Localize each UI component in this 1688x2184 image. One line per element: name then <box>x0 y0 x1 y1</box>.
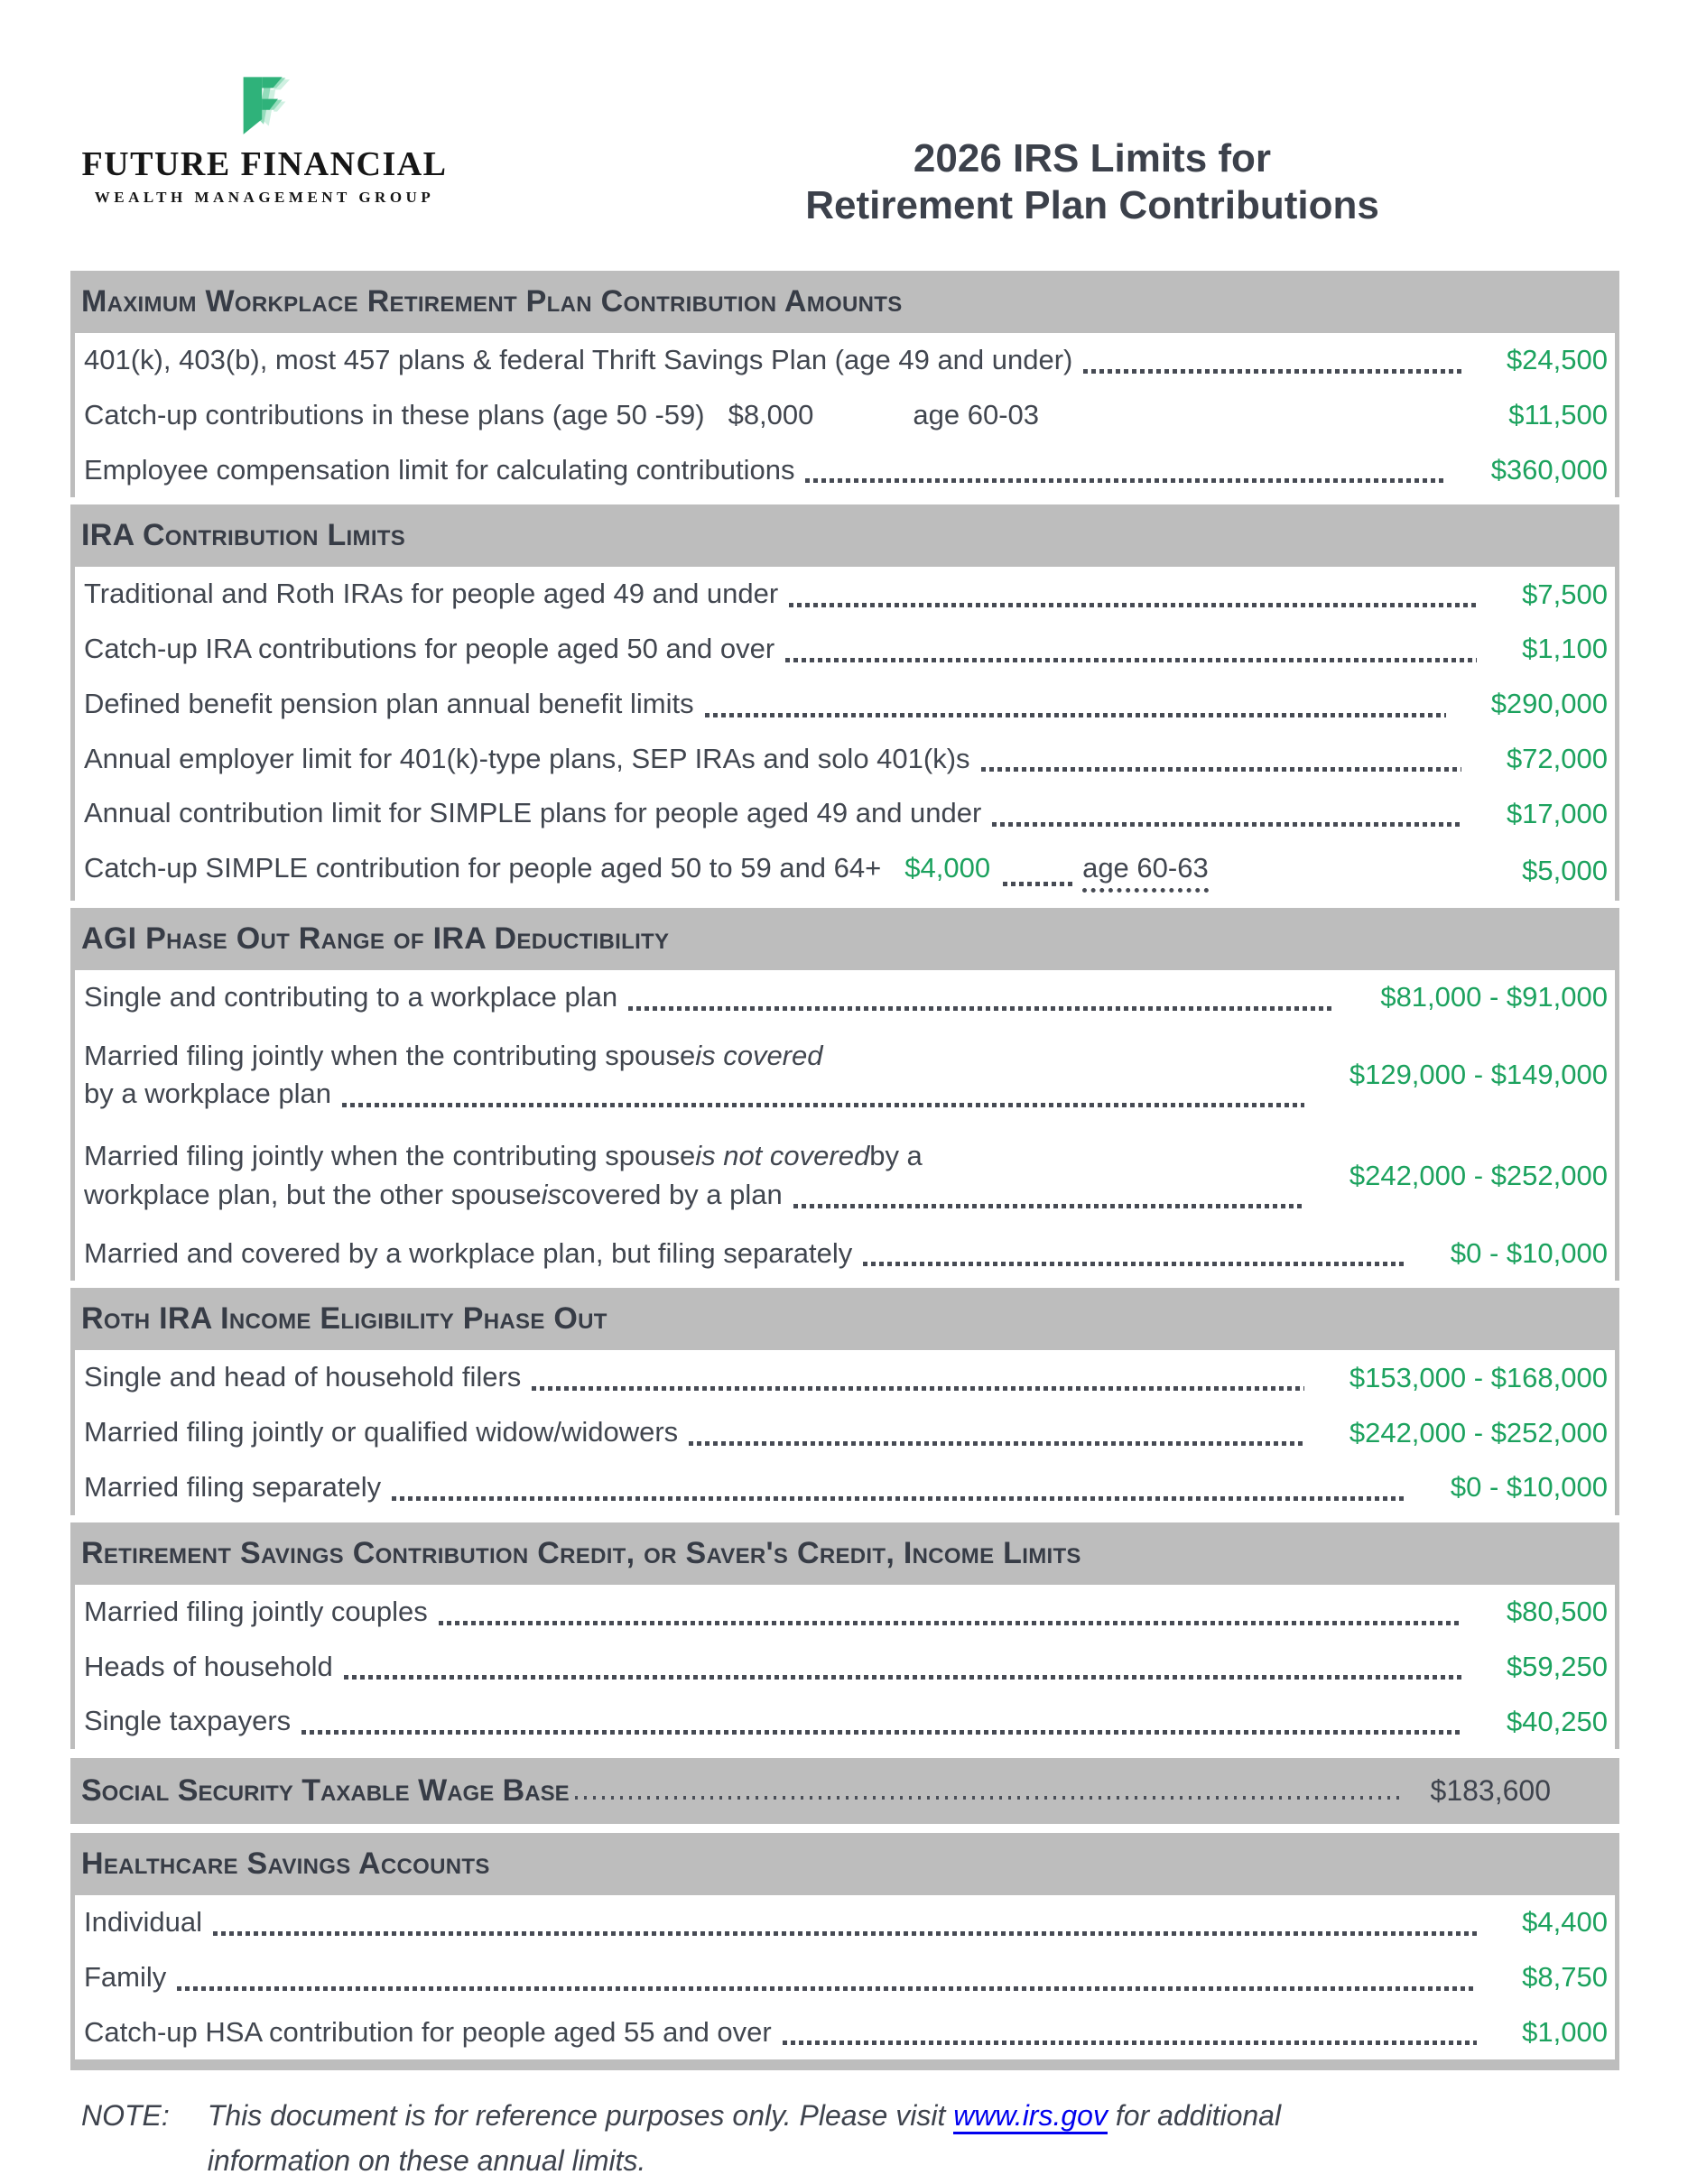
row-label <box>84 451 1480 490</box>
label-text: covered by a plan <box>561 1178 783 1210</box>
leader-dots <box>793 1204 1304 1208</box>
row-label <box>84 1958 1511 1997</box>
row-label <box>84 740 1496 779</box>
leader-dots <box>532 1386 1304 1391</box>
table-row <box>75 2005 1615 2060</box>
row-label <box>84 1593 1496 1632</box>
row-value: $360,000 <box>1490 453 1608 486</box>
leader-dots <box>1003 882 1075 886</box>
company-subtitle: WEALTH MANAGEMENT GROUP <box>94 189 435 206</box>
row-value: $290,000 <box>1490 688 1608 720</box>
label-text: Married filing separately <box>84 1471 382 1504</box>
leader-dots <box>992 822 1461 827</box>
table-row <box>75 1640 1615 1695</box>
label-text: Heads of household <box>84 1650 333 1682</box>
table-row <box>75 1226 1615 1282</box>
row-value: $7,500 <box>1522 578 1608 610</box>
leader-dots <box>213 1931 1477 1936</box>
table-row <box>75 567 1615 622</box>
limits-table <box>70 271 1619 2070</box>
table-row <box>75 388 1615 443</box>
label-line <box>84 1648 1496 1687</box>
row-label <box>84 978 1369 1017</box>
row-value: $72,000 <box>1506 742 1608 774</box>
table-bottom-border <box>70 2059 1619 2070</box>
row-label <box>84 1037 1339 1115</box>
section-rows <box>70 1585 1619 1749</box>
row-label <box>84 849 1511 893</box>
label-text: Family <box>84 1960 167 1993</box>
leader-dots <box>789 603 1477 607</box>
label-line <box>84 396 1498 435</box>
section-rows <box>70 333 1619 497</box>
label-line <box>84 2013 1511 2052</box>
footer-note <box>81 2094 1489 2183</box>
leader-dots <box>342 1103 1304 1107</box>
label-line <box>84 575 1511 614</box>
row-label <box>84 575 1511 614</box>
label-text: age 60-63 <box>1082 849 1209 893</box>
section-rows <box>70 567 1619 901</box>
row-label <box>84 2013 1511 2052</box>
row-label <box>84 1903 1511 1942</box>
label-line <box>84 1903 1511 1942</box>
label-text: Catch-up HSA contribution for people aged 55 and over <box>84 2015 772 2048</box>
label-line <box>84 794 1496 833</box>
section-header: Retirement Savings Contribution Credit, or Saver's Credit, Income Limits <box>70 1522 1619 1585</box>
label-text: Catch-up IRA contributions for people aged 50 and over <box>84 633 775 665</box>
document-title-line1: 2026 IRS Limits for <box>913 136 1272 180</box>
note-text <box>208 2094 1281 2183</box>
company-name: FUTURE FINANCIAL <box>81 145 448 183</box>
label-text: Traditional and Roth IRAs for people aged 49 and under <box>84 578 779 610</box>
label-text: Defined benefit pension plan annual benefit limits <box>84 687 694 719</box>
label-line <box>84 1702 1496 1741</box>
row-label <box>84 341 1496 380</box>
leader-dots <box>981 767 1461 772</box>
social-security-band <box>70 1758 1619 1824</box>
label-text: Single taxpayers <box>84 1705 292 1737</box>
table-row <box>75 1025 1615 1126</box>
label-text: Married filing jointly when the contributing spouse <box>84 1140 696 1172</box>
table-row <box>75 333 1615 388</box>
row-value: $242,000 - $252,000 <box>1349 1416 1608 1448</box>
label-text: Married filing jointly or qualified widow/widowers <box>84 1416 679 1448</box>
table-row <box>75 1950 1615 2005</box>
row-label <box>84 1648 1496 1687</box>
leader-dots <box>785 658 1477 662</box>
section-header: IRA Contribution Limits <box>70 504 1619 567</box>
row-value: $4,400 <box>1522 1906 1608 1939</box>
row-value: $1,000 <box>1522 2015 1608 2048</box>
leader-dots <box>628 1006 1335 1011</box>
label-line <box>84 1593 1496 1632</box>
label-line <box>84 685 1480 724</box>
label-line <box>84 978 1369 1017</box>
row-value: $0 - $10,000 <box>1450 1237 1608 1270</box>
section-header: Healthcare Savings Accounts <box>70 1833 1619 1895</box>
label-text: age 60-03 <box>913 398 1040 430</box>
row-value: $5,000 <box>1522 855 1608 886</box>
row-value: $59,250 <box>1506 1650 1608 1682</box>
row-value: $129,000 - $149,000 <box>1349 1059 1608 1091</box>
leader-dots <box>805 478 1445 483</box>
row-label <box>84 630 1511 669</box>
row-value: $40,250 <box>1506 1705 1608 1737</box>
label-text: is <box>541 1178 562 1210</box>
section-header: Maximum Workplace Retirement Plan Contribution Amounts <box>70 271 1619 333</box>
company-logo <box>70 76 459 207</box>
label-text: Single and contributing to a workplace plan <box>84 980 618 1013</box>
table-row <box>75 443 1615 498</box>
row-value: $8,750 <box>1522 1961 1608 1994</box>
future-financial-f-logo-icon <box>238 76 291 139</box>
section-header: AGI Phase Out Range of IRA Deductibility <box>70 908 1619 970</box>
leader-dots <box>863 1262 1405 1266</box>
row-label <box>84 1468 1440 1507</box>
table-row <box>75 1895 1615 1950</box>
label-text: $4,000 <box>904 852 991 884</box>
table-row <box>75 1694 1615 1749</box>
label-text: Annual contribution limit for SIMPLE plans for people aged 49 and under <box>84 797 982 829</box>
label-text: Catch-up contributions in these plans (age 50 -59) <box>84 398 705 430</box>
table-row <box>75 732 1615 787</box>
label-line <box>84 1358 1339 1397</box>
row-label <box>84 685 1480 724</box>
leader-dots <box>439 1621 1461 1625</box>
row-value: $17,000 <box>1506 797 1608 829</box>
note-line1-before-link: This document is for reference purposes only. Please visit <box>207 2099 954 2133</box>
page-header <box>0 0 1688 271</box>
table-row <box>75 1405 1615 1460</box>
table-row <box>75 1460 1615 1515</box>
row-value: $11,500 <box>1508 399 1608 431</box>
label-text: by a <box>869 1140 923 1172</box>
leader-dots <box>1083 369 1461 374</box>
label-text: $8,000 <box>728 398 814 430</box>
row-label <box>84 1235 1440 1273</box>
label-text: is not covered <box>695 1140 870 1172</box>
row-value: $81,000 - $91,000 <box>1380 981 1608 1013</box>
label-line <box>84 849 1511 893</box>
section-header: Roth IRA Income Eligibility Phase Out <box>70 1288 1619 1350</box>
label-text: Married filing jointly when the contributing spouse <box>84 1039 696 1071</box>
note-label: NOTE: <box>81 2099 170 2133</box>
label-text: Married and covered by a workplace plan, but filing separately <box>84 1236 853 1269</box>
label-text: Individual <box>84 1906 202 1939</box>
label-line <box>84 1235 1440 1273</box>
leader-dots <box>575 1796 1400 1800</box>
label-line <box>84 1176 1339 1215</box>
irs-gov-link[interactable]: www.irs.gov <box>953 2099 1108 2134</box>
band-title: Social Security Taxable Wage Base <box>81 1773 570 1809</box>
row-label <box>84 1413 1339 1452</box>
leader-dots <box>301 1730 1461 1735</box>
row-value: $80,500 <box>1506 1596 1608 1628</box>
table-row <box>75 841 1615 901</box>
row-label <box>84 1358 1339 1397</box>
leader-dots <box>177 1986 1477 1991</box>
label-line <box>84 1468 1440 1507</box>
band-value: $183,600 <box>1430 1774 1551 1808</box>
label-line <box>84 1413 1339 1452</box>
table-row <box>75 970 1615 1025</box>
label-line <box>84 1137 1339 1176</box>
label-text: by a workplace plan <box>84 1078 331 1110</box>
row-label <box>84 396 1498 435</box>
table-row <box>75 622 1615 677</box>
leader-dots <box>783 2041 1477 2045</box>
label-line <box>84 1958 1511 1997</box>
leader-dots <box>344 1675 1461 1680</box>
leader-dots <box>392 1496 1405 1501</box>
label-line <box>84 341 1496 380</box>
label-line <box>84 630 1511 669</box>
document-title-line2: Retirement Plan Contributions <box>805 182 1379 227</box>
label-text: 401(k), 403(b), most 457 plans & federal Thrift Savings Plan (age 49 and under) <box>84 344 1073 375</box>
table-row <box>75 677 1615 732</box>
section-rows <box>70 970 1619 1282</box>
row-value: $153,000 - $168,000 <box>1349 1361 1608 1393</box>
row-label <box>84 1137 1339 1215</box>
label-text: Single and head of household filers <box>84 1361 522 1393</box>
row-label <box>84 1702 1496 1741</box>
label-text: Annual employer limit for 401(k)-type plans, SEP IRAs and solo 401(k)s <box>84 742 970 774</box>
label-text: is covered <box>695 1039 823 1071</box>
label-text: Married filing jointly couples <box>84 1595 428 1627</box>
table-row <box>75 786 1615 841</box>
row-value: $24,500 <box>1506 344 1608 376</box>
label-line <box>84 1075 1339 1114</box>
section-rows <box>70 1350 1619 1514</box>
label-text: Employee compensation limit for calculating contributions <box>84 453 795 486</box>
document-title <box>731 135 1453 229</box>
leader-dots <box>689 1441 1304 1446</box>
note-line2: information on these annual limits. <box>207 2143 646 2177</box>
label-line <box>84 1037 1339 1076</box>
table-row <box>75 1585 1615 1640</box>
leader-dots <box>705 713 1446 717</box>
note-line1-after-link: for additional <box>1107 2099 1282 2133</box>
label-text: workplace plan, but the other spouse <box>84 1178 542 1210</box>
label-line <box>84 451 1480 490</box>
row-value: $0 - $10,000 <box>1450 1471 1608 1504</box>
row-value: $242,000 - $252,000 <box>1349 1159 1608 1191</box>
label-text: Catch-up SIMPLE contribution for people aged 50 to 59 and 64+ <box>84 852 882 884</box>
table-row <box>75 1350 1615 1405</box>
table-row <box>75 1125 1615 1226</box>
label-line <box>84 740 1496 779</box>
row-value: $1,100 <box>1522 633 1608 665</box>
section-rows <box>70 1895 1619 2059</box>
row-label <box>84 794 1496 833</box>
